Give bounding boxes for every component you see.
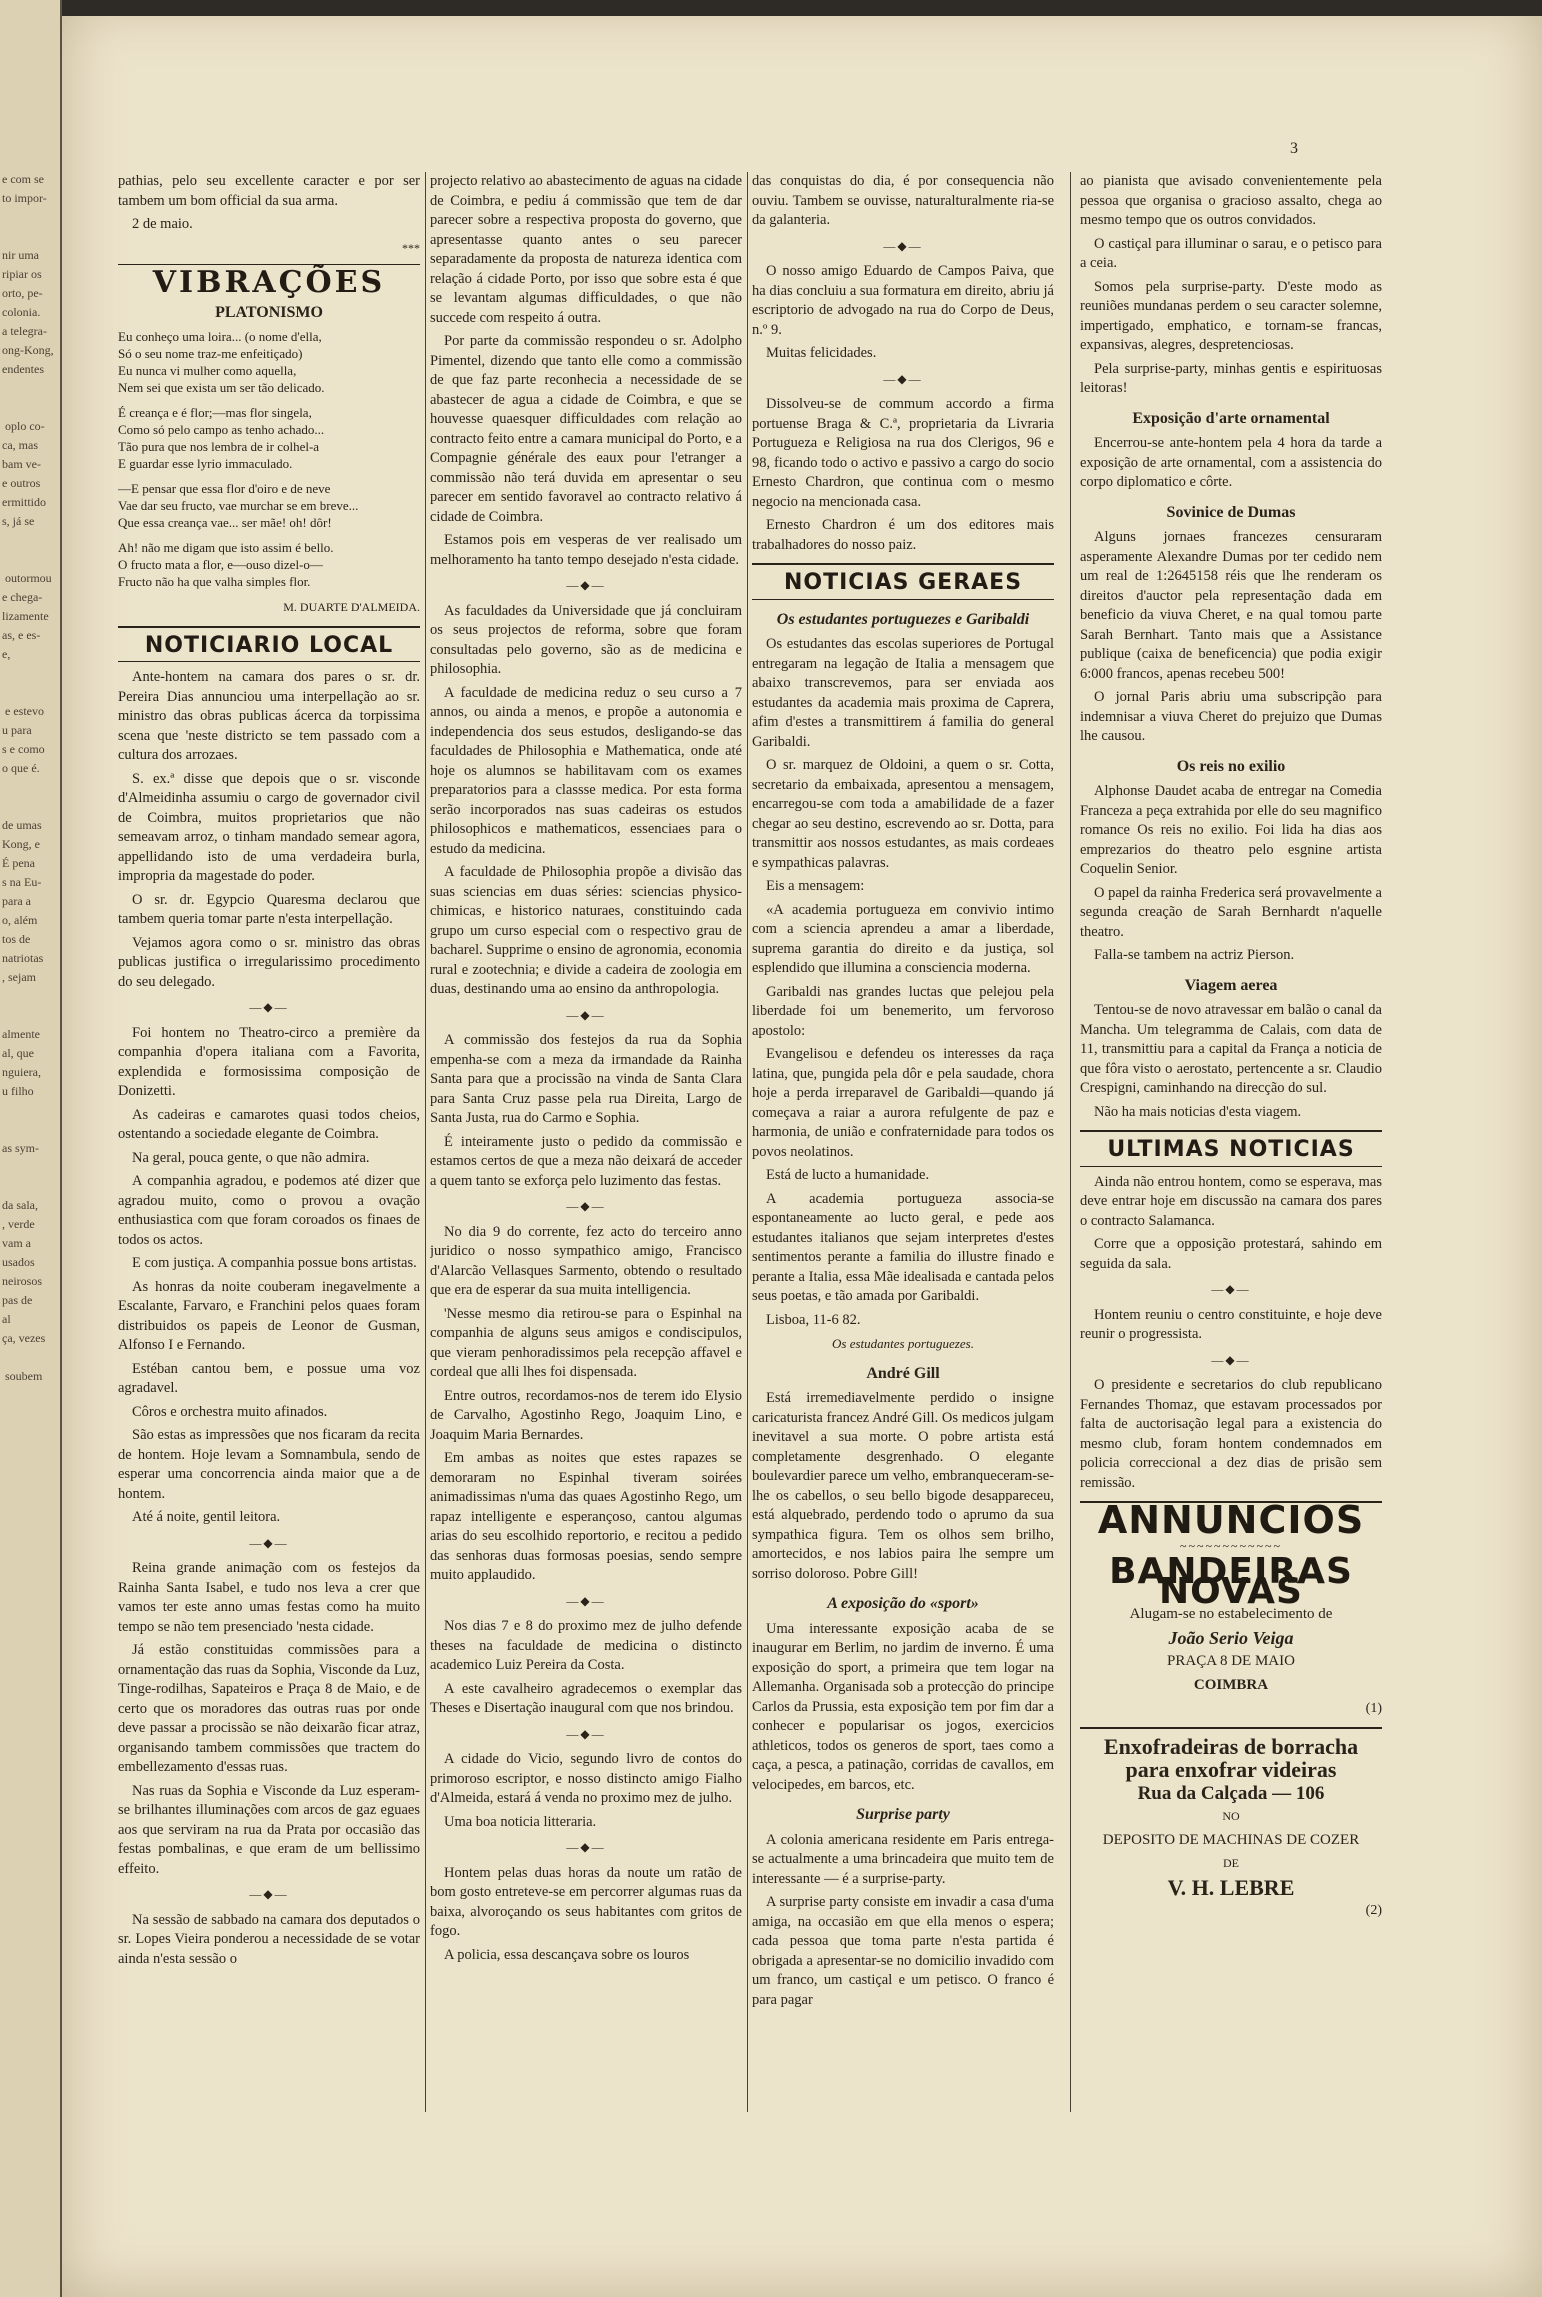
article-text: S. ex.ª disse que depois que o sr. visconde d'Almeidinha assumiu o cargo de governador civil de Coimbra, muitos proprietarios que não semeavam arroz, o tinham mandado semear agora, appellidando isto de uma verdadeira burla, impropria da magestade do poder. <box>118 770 420 884</box>
article-text: Os estudantes das escolas superiores de Portugal entregaram na legação de Italia a mensagem que abaixo transcrevemos, para ser enviada aos estudantes da academia mais proxima de Caprera, afim d'estes a transmittirem á familia do general Garibaldi. <box>752 636 1054 750</box>
ornament-divider: —◆— <box>883 238 923 253</box>
article-text: As faculdades da Universidade que já concluiram os seus projectos de reforma, sobre que foram consultadas pelo governo, são as de medicina e philosophia. <box>430 602 742 677</box>
article-text: O papel da rainha Frederica será provavelmente a segunda creação de Sarah Bernhardt n'aquelle theatro. <box>1080 884 1382 940</box>
article-text: As honras da noite couberam inegavelmente a Escalante, Farvaro, e Franchini pelos quaes foram distribuidos os papeis de Leonor de Gusman, Alfonso I e Fernando. <box>118 1278 420 1353</box>
article-text: A surprise party consiste em invadir a casa d'uma amiga, na occasião em que ella menos o espera; cada pessoa que toma parte n'esta partida é obrigada a apresentar-se no domicilio invadido com um franco, um castiçal e um petisco. O franco é para pagar <box>752 1894 1054 2008</box>
article-text: Ante-hontem na camara dos pares o sr. dr. Pereira Dias annunciou uma interpellação ao sr. ministro das obras publicas ácerca da torpissima scena que 'neste districto se tem passado com a cultura dos arrozaes. <box>118 669 420 763</box>
poem-stanza: Eu conheço uma loira... (o nome d'ella, Só o seu nome traz-me enfeitiçado) Eu nunca vi mulher como aquella, Nem sei que exista um ser tão delicado. <box>118 329 325 395</box>
ornament-divider: ~~~~~~~~~~~~ <box>1180 1538 1282 1553</box>
column-rule <box>1070 172 1071 2112</box>
article-text: São estas as impressões que nos ficaram da recita de hontem. Hoje levam a Somnambula, sendo de esperar uma concorrencia ainda maior que a de hontem. <box>118 1427 420 1502</box>
ad-text: DEPOSITO DE MACHINAS DE COZER <box>1102 1831 1360 1848</box>
article-text: E com justiça. A companhia possue bons artistas. <box>132 1255 417 1271</box>
article-text: Estamos pois em vesperas de ver realisado um melhoramento ha tanto tempo desejado n'esta cidade. <box>430 532 742 568</box>
article-text: A faculdade de Philosophia propõe a divisão das suas sciencias em duas séries: sciencias physico-chimicas, e historico naturaes, constituindo cada grupo um curso especial com o respectivo grau de bacharel. Supprime o ensino de agronomia, economia rural e zootechnia; e divide a cadeira de zoologia em duas, destinando uma ao ensino da anthropologia. <box>430 864 742 997</box>
article-title: Os estudantes portuguezes e Garibaldi <box>776 610 1030 628</box>
article-text: Lisboa, 11-6 82. <box>766 1311 861 1328</box>
ad-business-name: V. H. LEBRE <box>1167 1874 1295 1900</box>
divider <box>1080 1727 1382 1729</box>
article-text: Não ha mais noticias d'esta viagem. <box>1094 1103 1302 1120</box>
article-title: Os reis no exilio <box>1176 757 1286 775</box>
poem-stanza: Ah! não me digam que isto assim é bello. O fructo mata a flor, e—ouso dizel-o— Fructo não ha que valha simples flor. <box>118 540 334 589</box>
article-text: Nas ruas da Sophia e Visconde da Luz esperam-se brilhantes illuminações com arcos de gaz eguaes aos que serviram na rua da Prata por occasião das festas pombalinas, e que eram de um bellissimo effeito. <box>118 1782 420 1877</box>
article-text: Na geral, pouca gente, o que não admira. <box>132 1149 370 1166</box>
divider <box>118 661 420 662</box>
article-text: Ernesto Chardron é um dos editores mais trabalhadores do nosso paiz. <box>752 517 1054 553</box>
section-title-ultimas-noticias: ULTIMAS NOTICIAS <box>1107 1137 1355 1162</box>
ad-headline: para enxofrar videiras <box>1125 1757 1337 1782</box>
article-text: O sr. dr. Egypcio Quaresma declarou que tambem queria tomar parte n'esta interpellação. <box>118 891 420 927</box>
article-title: Sovinice de Dumas <box>1166 503 1296 521</box>
ad-city: COIMBRA <box>1193 1676 1269 1693</box>
divider <box>1080 1166 1382 1167</box>
article-text: Foi hontem no Theatro-circo a première da companhia d'opera italiana com a Favorita, explendida e formosissima composição de Donizetti. <box>118 1024 420 1099</box>
adjacent-page-edge <box>0 0 62 2297</box>
article-text: Pela surprise-party, minhas gentis e espirituosas leitoras! <box>1080 360 1382 396</box>
poem-title: PLATONISMO <box>215 303 323 321</box>
poem-stanza: É creança e é flor;—mas flor singela, Como só pelo campo as tenho achado... Tão pura que nos lembra de ir colhel-a E guardar esse lyrio immaculado. <box>118 405 325 471</box>
ornament-divider: —◆— <box>566 578 606 592</box>
ad-text: DE <box>1223 1856 1239 1870</box>
article-text: ao pianista que avisado convenientemente pela pessoa que organisa o gracioso assalto, chega ao mesmo tempo que os outros convidados. <box>1080 173 1382 228</box>
article-text: Até á noite, gentil leitora. <box>132 1509 281 1525</box>
article-title: A exposição do «sport» <box>827 1595 979 1612</box>
article-text: Já estão constituidas commissões para a ornamentação das ruas da Sophia, Visconde da Luz, Tinge-rodilhas, Sapateiros e Praça 8 de Maio, e de certo que os moradores das outras ruas por onde deve passar a procissão se não deixarão ficar atraz, organisando tambem commissões que tractem do embellezamento d'essas ruas. <box>118 1642 420 1775</box>
section-title-annuncios: ANNUNCIOS <box>1097 1498 1365 1542</box>
article-title: Viagem aerea <box>1184 976 1278 994</box>
article-text: A academia portugueza associa-se espontaneamente ao lucto geral, e pede aos estudantes italianos que sejam interpretes d'estes sentimentos perante a familia do illustre finado e perante a Italia, essa Mãe idealisada e cantada pelos seus poetas, e tão amada por Garibaldi. <box>752 1190 1054 1304</box>
article-text: Encerrou-se ante-hontem pela 4 hora da tarde a exposição de arte ornamental, com a assistencia do corpo diplomatico e côrte. <box>1080 435 1382 490</box>
ad-headline: BANDEIRAS NOVAS <box>1109 1551 1353 1612</box>
article-text: O presidente e secretarios do club republicano Fernandes Thomaz, que estavam processados por falta de auctorisação legal para a existencia do mesmo club, foram hontem condemnados em policia correccional a dez dias de prisão sem remissão. <box>1080 1377 1382 1491</box>
article-text: O castiçal para illuminar o sarau, e o petisco para a ceia. <box>1080 235 1382 271</box>
article-text: «A academia portugueza em convivio intimo com a sciencia aprendeu a amar a liberdade, suprema garantia do direito e da justiça, sol esplendido que illumina a consciencia moderna. <box>752 901 1054 976</box>
article-text: O sr. marquez de Oldoini, a quem o sr. Cotta, secretario da embaixada, apresentou a mensagem, encarregou-se com toda a amabilidade de a fazer chegar ao seu destino, escrevendo ao sr. Dotta, para transmittir aos nossos estudantes, as mais cordeaes e sympathicas palavras. <box>752 757 1054 871</box>
article-title: Surprise party <box>856 1806 950 1823</box>
column-2 <box>430 172 742 2122</box>
article-text: Vejamos agora como o sr. ministro das obras publicas justifica o irregularissimo procedimento do seu delegado. <box>118 934 420 990</box>
article-text: Ainda não entrou hontem, como se esperava, mas deve entrar hoje em discussão na camara dos pares o contracto Salamanca. <box>1080 1173 1382 1229</box>
article-text: das conquistas do dia, é por consequencia não ouviu. Tambem se ouvisse, naturalturalmente ria-se da galanteria. <box>752 173 1054 228</box>
divider <box>1080 1130 1382 1132</box>
article-text: A policia, essa descançava sobre os louros <box>444 1946 690 1963</box>
article-text: Na sessão de sabbado na camara dos deputados o sr. Lopes Vieira ponderou a necessidade de se votar ainda n'esta sessão o <box>118 1911 420 1967</box>
column-3 <box>752 172 1054 2122</box>
article-date: 2 de maio. <box>132 216 193 232</box>
article-text: Falla-se tambem na actriz Pierson. <box>1094 947 1295 963</box>
ornament-divider: —◆— <box>566 1840 606 1854</box>
ad-number: (1) <box>1365 1701 1382 1716</box>
divider <box>118 626 420 628</box>
ornament-divider: —◆— <box>1211 1352 1251 1367</box>
adjacent-page-text: e com se to impor- nir uma ripiar os orto, pe- colonia. a telegra- ong-Kong, endentes oplo co- ca, mas bam ve- e outros ermittido s, já se outormou e chega- lizamente as, e es- e, e estevo u para s e como o que é. de umas Kong, e É pena s na Eu- para a o, além tos de natriotas , sejam almente al, que nguiera, u filho as sym- da sala, , verde vam a usados neirosos pas de al ça, vezes soubem <box>2 172 54 1383</box>
column-4 <box>1080 172 1382 2122</box>
article-text: Entre outros, recordamos-nos de terem ido Elysio de Carvalho, Agostinho Rego, Joaquim Lino, e Joaquim Maria Bernardes. <box>430 1387 742 1443</box>
article-text: Corre que a opposição protestará, sahindo em seguida da sala. <box>1080 1236 1382 1272</box>
article-text: No dia 9 do corrente, fez acto do terceiro anno juridico o nosso sympathico amigo, Francisco d'Alarcão Vellasques Sarmento, obtendo o resultado que era de esperar da sua muita intelligencia. <box>430 1223 742 1298</box>
column-rule <box>425 172 426 2112</box>
article-text: Dissolveu-se de commum accordo a firma portuense Braga & C.ª, proprietaria da Livraria Portugueza e Religiosa na rua dos Clerigos, 96 e 98, ficando todo o activo e passivo a cargo do socio Ernesto Chardron, que continua com o mesmo negocio na mencionada casa. <box>752 396 1054 510</box>
article-text: Eis a mensagem: <box>766 878 865 894</box>
article-text: A commissão dos festejos da rua da Sophia empenha-se com a meza da irmandade da Rainha Santa para que a procissão na vinda de Santa Clara para Santa Cruz passe pela rua Direita, Largo de Santa Justa, rua do Carmo e Sophia. <box>430 1032 742 1126</box>
column-1 <box>118 172 420 2122</box>
article-text: Hontem pelas duas horas da noute um ratão de bom gosto entreteve-se em percorrer algumas ruas da baixa, alvoroçando os seus habitantes com gritos de fogo. <box>430 1864 742 1939</box>
article-text: pathias, pelo seu excellente caracter e por ser tambem um bom official da sua arma. <box>118 173 420 209</box>
article-text: Côros e orchestra muito afinados. <box>132 1403 328 1420</box>
ad-text: NO <box>1222 1809 1240 1823</box>
divider <box>752 599 1054 600</box>
column-rule <box>747 172 748 2112</box>
article-text: Evangelisou e defendeu os interesses da raça latina, que, pungida pela dôr e pela saudade, chora hoje a perda irreparavel de Garibaldi—quando já começava a raiar a aurora refulgente de paz e harmonia, de união e confraternidade para todos os povos neolatinos. <box>752 1046 1054 1160</box>
article-text: Está de lucto a humanidade. <box>766 1167 930 1183</box>
poem-author: M. DUARTE D'ALMEIDA. <box>283 600 420 614</box>
article-text: Alphonse Daudet acaba de entregar na Comedia Franceza a peça extrahida por elle do seu magnifico romance Os reis no exilio. Foi lida ha dias aos emprezarios do theatro pelo esgnine artista Coquelin Senior. <box>1080 783 1382 877</box>
ornament-divider: —◆— <box>566 1199 606 1213</box>
ad-text: Alugam-se no estabelecimento de <box>1129 1606 1333 1622</box>
article-text: Muitas felicidades. <box>766 345 877 361</box>
article-text: A faculdade de medicina reduz o seu curso a 7 annos, ou ainda a menos, e propõe a autonomia e independencia dos seus estudos, desligando-se das faculdades de Philosophia e Mathematica, onde até hoje os alumnos se habilitavam com os exames preparatorios para a classse medica. Por esta forma serão incorporados nas suas cadeiras os estudos philosophicos e mathematicos, essenciaes para o estudo da medicina. <box>430 684 742 857</box>
page-number: 3 <box>1290 140 1298 157</box>
stars-ornament: *** <box>402 240 420 255</box>
article-text: Uma interessante exposição acaba de se inaugurar em Berlim, no jardim de inverno. É uma exposição do sport, a primeira que tem logar na Allemanha. Organisada sob a protecção do principe Carlos da Prussia, esta exposição tem por fim dar a conhecer e popularisar os jogos, exercicios athleticos, todos os generos de sport, taes como a caça, a pesca, a patinação, corridas de cavallos, em velocipedes, em barcos, etc. <box>752 1620 1054 1793</box>
article-text: A companhia agradou, e podemos até dizer que agradou muito, como o provou a ovação enthusiastica com que foram coroados os finaes de todos os actos. <box>118 1173 420 1248</box>
ornament-divider: —◆— <box>566 1593 606 1608</box>
article-text: Alguns jornaes francezes censuraram asperamente Alexandre Dumas por ter cedido nem um real de 1:2645158 réis que lhe renderam os direitos d'auctor pela representação dada em beneficio da viuva Cheret, e na qual tomou parte Sarah Bernhart. Tanto mais que a Assistance publique (caixa de beneficencia) que podia exigir 6:000 francos, apenas recebeu 500! <box>1080 529 1382 682</box>
scan-top-edge <box>62 0 1542 16</box>
article-text: A cidade do Vicio, segundo livro de contos do primoroso escriptor, e nosso distincto amigo Fialho d'Almeida, estará á venda no proximo mez de julho. <box>430 1751 742 1806</box>
article-text: As cadeiras e camarotes quasi todos cheios, ostentando a sociedade elegante de Coimbra. <box>118 1106 420 1142</box>
ornament-divider: —◆— <box>566 1726 606 1741</box>
ornament-divider: —◆— <box>249 1535 289 1550</box>
article-text: projecto relativo ao abastecimento de aguas na cidade de Coimbra, e pediu á commissão que tem de dar parecer sobre a respectiva proposta do governo, que apresentasse quanto antes o seu parecer separadamente da proposta de natureza identica com relação á cidade Porto, por isso que sobre esta é que se levantam algumas difficuldades, o que não succede com respeito á outra. <box>430 173 742 326</box>
ornament-divider: —◆— <box>566 1007 606 1022</box>
article-text: Estéban cantou bem, e possue uma voz agradavel. <box>118 1360 420 1396</box>
article-text: Em ambas as noites que estes rapazes se demoraram no Espinhal tiveram soirées animadissimas n'uma das quaes Agostinho Rego, um rapaz intelligente e esperançoso, cantou algumas arias do seu escolhido reportorio, e recitou a pedido das senhoras duas formosas poesias, sendo sempre muito applaudido. <box>430 1450 742 1583</box>
article-text: Garibaldi nas grandes luctas que pelejou pela liberdade foi um benemerito, um fervoroso apostolo: <box>752 983 1054 1039</box>
article-title: André Gill <box>866 1364 940 1382</box>
article-text: Está irremediavelmente perdido o insigne caricaturista francez André Gill. Os medicos julgam inevitavel a sua morte. O pobre artista está completamente desgrenhado. O elegante boulevardier parece um velho, embranqueceram-se-lhe os cabellos, o seu bello bigode desappareceu, está alquebrado, perdendo todo o aprumo da sua sympathica figura. Tem os olhos sem brilho, amortecidos, e nos labios paira lhe sempre um sorriso doloroso. Pobre Gill! <box>752 1390 1054 1582</box>
article-text: Nos dias 7 e 8 do proximo mez de julho defende theses na faculdade de medicina o distincto academico Luiz Pereira da Costa. <box>430 1618 742 1673</box>
ad-headline: Enxofradeiras de borracha <box>1103 1733 1359 1759</box>
article-text: Somos pela surprise-party. D'este modo as reuniões mundanas perdem o seu caracter solemne, impertigado, emphatico, e tornam-se francas, expansivas, alegres, despretenciosas. <box>1080 278 1382 353</box>
ornament-divider: —◆— <box>1211 1282 1251 1296</box>
article-text: O jornal Paris abriu uma subscripção para indemnisar a viuva Cheret do prejuizo que Dumas lhe causou. <box>1080 689 1382 744</box>
article-text: Uma boa noticia litteraria. <box>444 1813 597 1830</box>
ad-number: (2) <box>1365 1903 1382 1918</box>
ornament-divider: —◆— <box>249 1000 289 1014</box>
article-text: Hontem reuniu o centro constituinte, e hoje deve reunir o progressista. <box>1080 1306 1382 1342</box>
article-text: 'Nesse mesmo dia retirou-se para o Espinhal na companhia de alguns seus amigos e condiscipulos, que vieram penhoradissimos pela recepção affavel e cordeal que alli lhes foi dispensada. <box>430 1305 742 1380</box>
ad-address: Rua da Calçada — 106 <box>1137 1782 1325 1804</box>
section-title-noticias-geraes: NOTICIAS GERAES <box>783 570 1023 595</box>
article-text: A este cavalheiro agradecemos o exemplar das Theses e Disertação inaugural com que nos brindou. <box>430 1680 742 1716</box>
ornament-divider: —◆— <box>249 1887 289 1901</box>
article-text: O nosso amigo Eduardo de Campos Paiva, que ha dias concluiu a sua formatura em direito, abriu já escriptorio de advogado na rua do Corpo de Deus, n.º 9. <box>752 263 1054 338</box>
article-signature: Os estudantes portuguezes. <box>832 1336 974 1351</box>
article-text: Por parte da commissão respondeu o sr. Adolpho Pimentel, dizendo que tanto elle como a commissão de que faz parte reconhecia a necessidade de se abastecer de agua a cidade de Coimbra, e que se houvesse quaesquer difficuldades com relação ao contracto feito entre a camara municipal do Porto, e a Compagnie générale des eaux pour l'etranger a commissão não terá duvida em apresentar o seu parecer em sentido favoravel ao contracto relativo á cidade de Coimbra. <box>430 333 742 525</box>
ad-address: PRAÇA 8 DE MAIO <box>1167 1653 1295 1669</box>
ornament-divider: —◆— <box>883 371 923 386</box>
divider <box>752 563 1054 565</box>
poem-stanza: —E pensar que essa flor d'oiro e de neve Vae dar seu fructo, vae murchar se em breve... Que essa creança vae... ser mãe! oh! dôr! <box>118 481 359 530</box>
article-title: Exposição d'arte ornamental <box>1132 409 1330 427</box>
section-title-noticiario: NOTICIARIO LOCAL <box>144 632 394 658</box>
section-title-vibracoes: VIBRAÇÕES <box>152 265 386 300</box>
article-text: Reina grande animação com os festejos da Rainha Santa Isabel, e tudo nos leva a crer que vamos ter este anno umas festas como ha muito tempo se não tem presenciado 'nesta cidade. <box>118 1560 420 1635</box>
ad-business-name: João Serio Veiga <box>1168 1627 1294 1648</box>
article-text: Tentou-se de novo atravessar em balão o canal da Mancha. Um telegramma de Calais, com data de 11, transmittiu para a capital da França a noticia de que fôra visto o aerostato, pertencente a sr. Claudio Crespigni, caminhando na direcção do sul. <box>1080 1002 1382 1096</box>
article-text: É inteiramente justo o pedido da commissão e estamos certos de que a meza não deixará de acceder a quem tanto se exforça pelo luzimento das festas. <box>430 1133 742 1189</box>
article-text: A colonia americana residente em Paris entrega-se actualmente a uma brincadeira que muito tem de interessante — é a surprise-party. <box>752 1831 1054 1887</box>
